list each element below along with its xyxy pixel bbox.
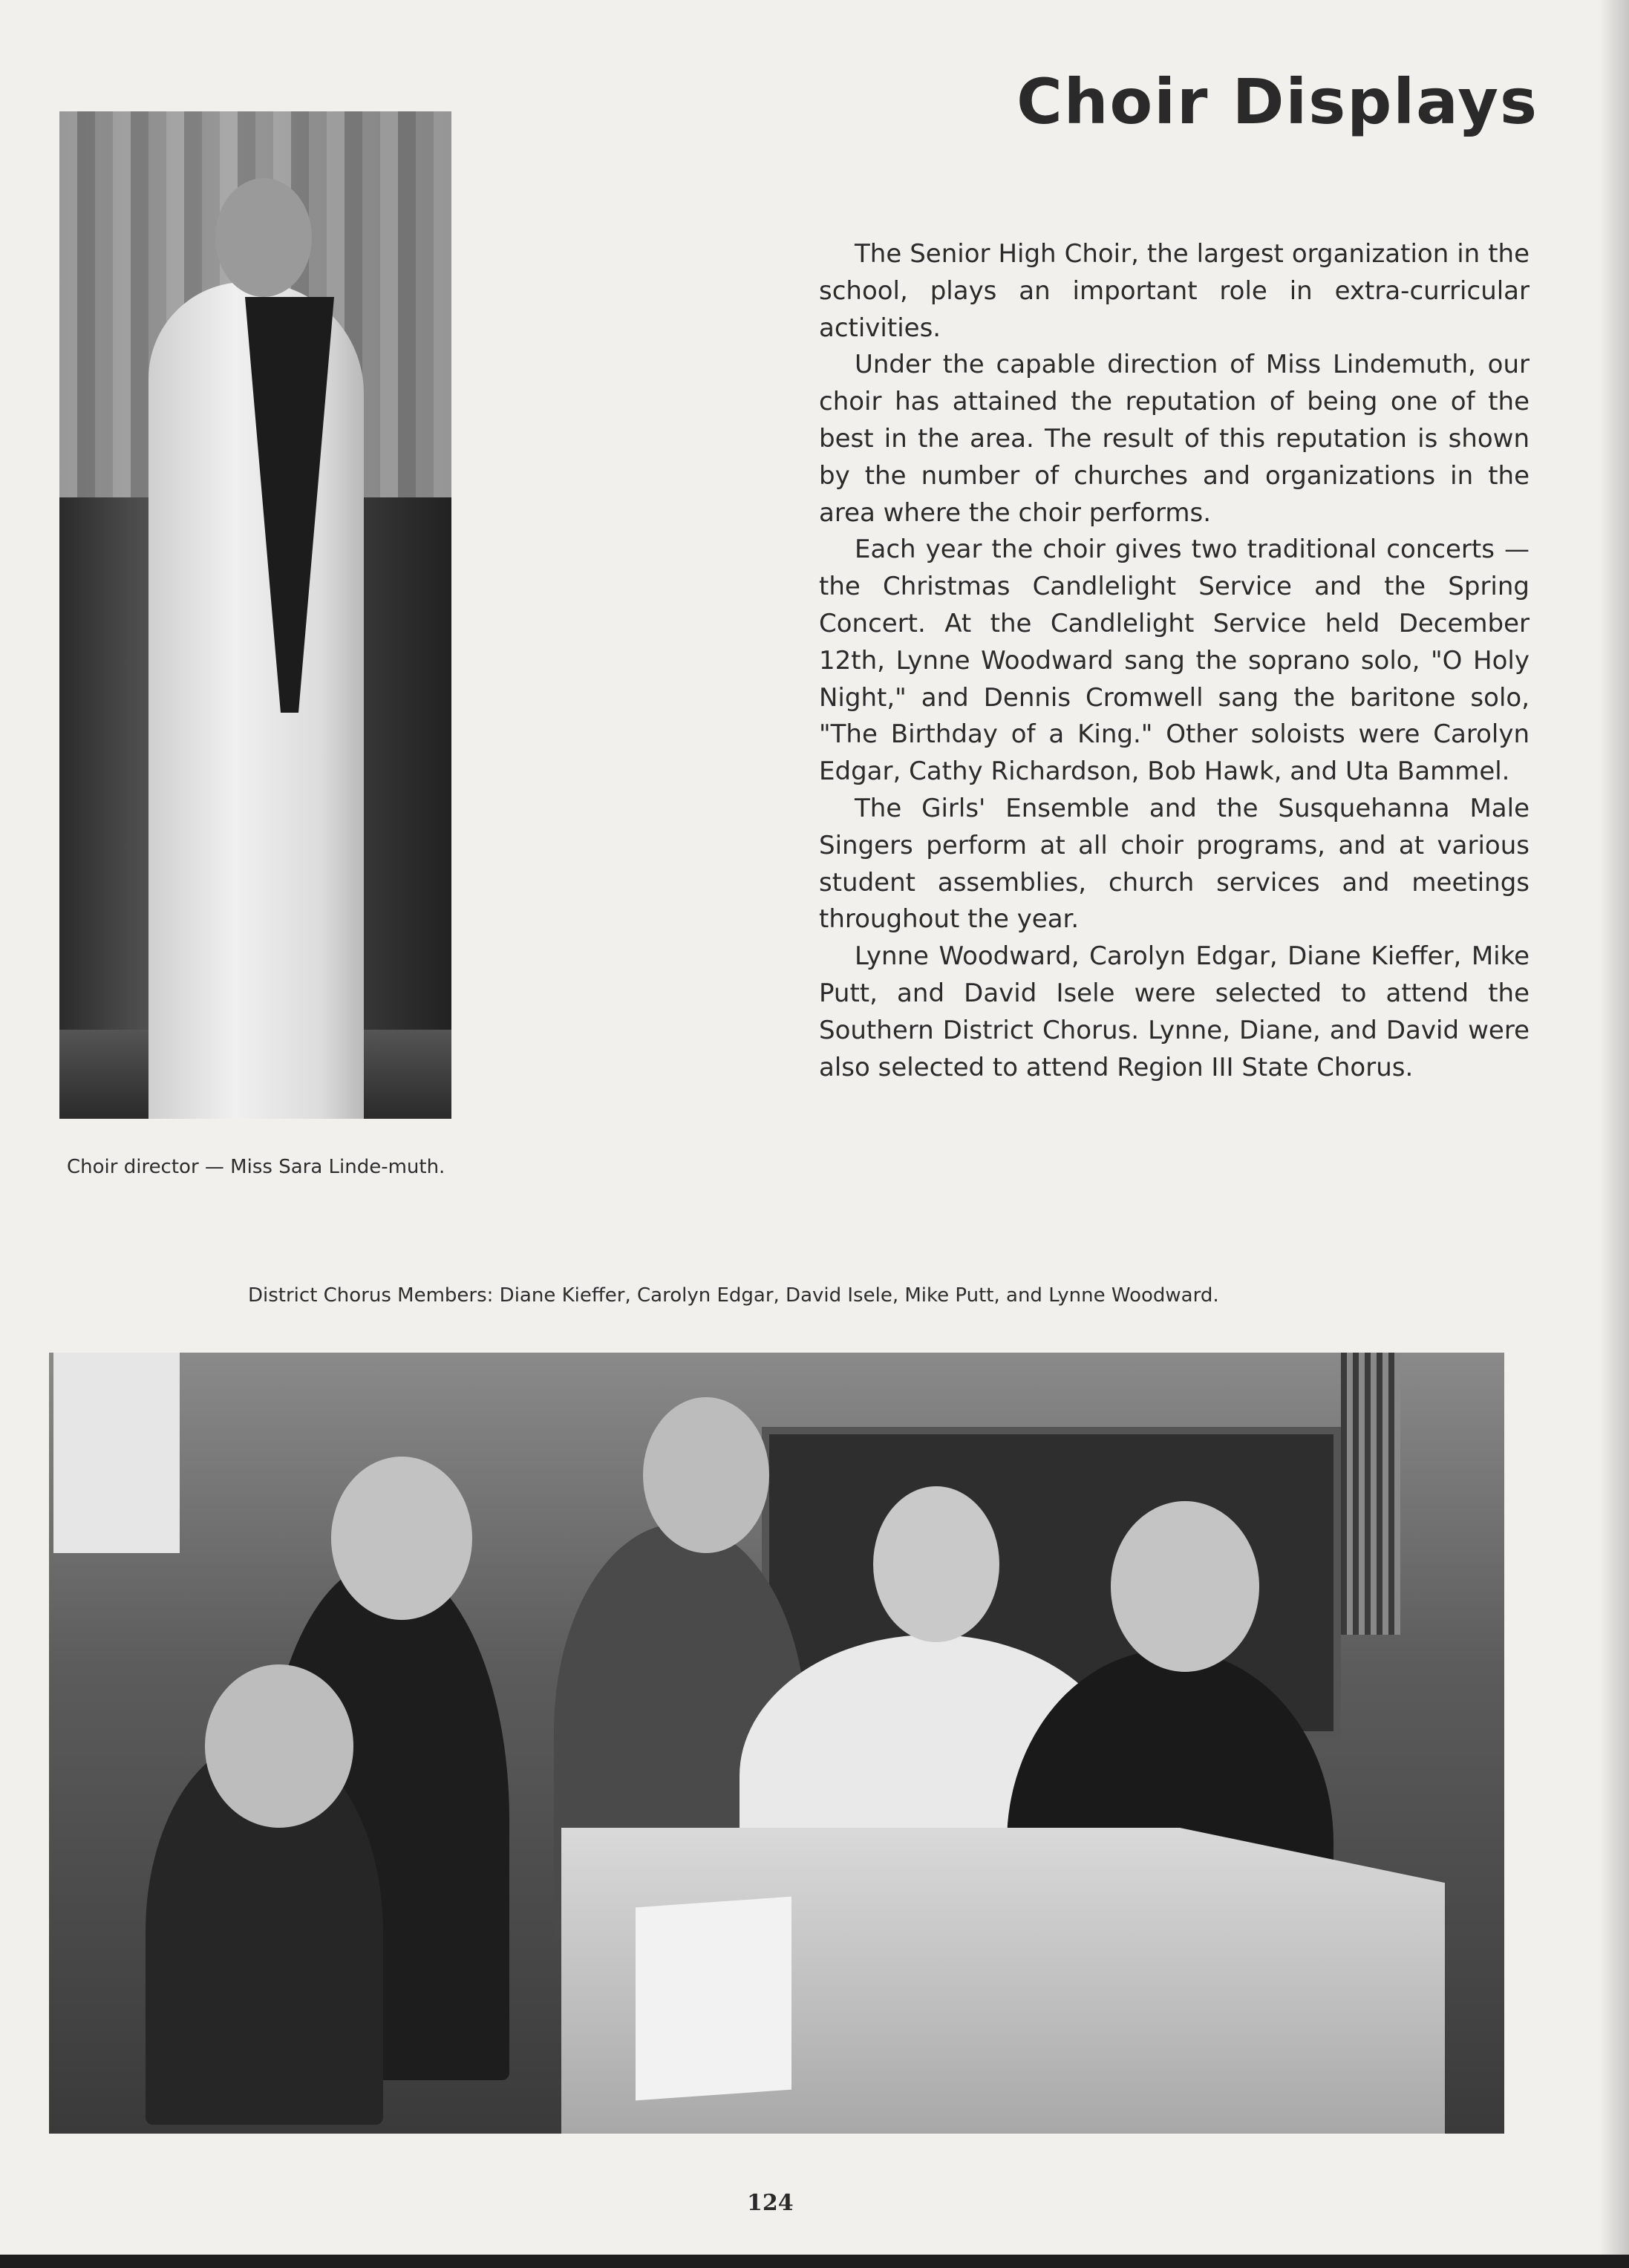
wall-calendar xyxy=(53,1353,180,1553)
paragraph-2: Under the capable direction of Miss Lindemuth, our choir has attained the reputation of being one of the best in the area. The result of this reputation is shown by the number of churches and organizations in the area where the choir performs. xyxy=(819,350,1530,528)
person-head xyxy=(643,1397,769,1553)
paragraph-1: The Senior High Choir, the largest organization in the school, plays an important role in extra-curricular activities. xyxy=(819,239,1530,343)
director-caption: Choir director — Miss Sara Linde-muth. xyxy=(67,1156,445,1178)
person-head xyxy=(873,1486,999,1642)
person-head xyxy=(205,1664,353,1828)
choir-director-photo xyxy=(59,111,451,1119)
flag xyxy=(1341,1353,1400,1635)
page-number: 124 xyxy=(747,2190,794,2216)
sheet-music xyxy=(636,1897,791,2101)
paragraph-3: Each year the choir gives two traditional concerts — the Christmas Candlelight Service and the Spring Concert. At the Candlelight Service held December 12th, Lynne Woodward sang the soprano solo, "O Holy Night," and Dennis Cromwell sang the baritone solo, "The Birthday of a King." Other soloists were Carolyn Edgar, Cathy Richardson, Bob Hawk, and Uta Bammel. xyxy=(819,535,1530,787)
chorus-caption: District Chorus Members: Diane Kieffer, Carolyn Edgar, David Isele, Mike Putt, and Lynne Woodward. xyxy=(248,1284,1219,1307)
article-body xyxy=(819,236,1530,1086)
person-head xyxy=(1111,1501,1259,1672)
paragraph-4: The Girls' Ensemble and the Susquehanna Male Singers perform at all choir programs, and at various student assemblies, church services and meetings throughout the year. xyxy=(819,793,1530,935)
page-title: Choir Displays xyxy=(1016,65,1538,138)
scan-bottom-edge xyxy=(0,2255,1629,2268)
district-chorus-photo xyxy=(49,1353,1504,2134)
director-head xyxy=(215,178,312,297)
page-edge-shadow xyxy=(1599,0,1629,2268)
person-head xyxy=(331,1457,472,1620)
paragraph-5: Lynne Woodward, Carolyn Edgar, Diane Kieffer, Mike Putt, and David Isele were selected to attend the Southern District Chorus. Lynne, Diane, and David were also selected to attend Region III State Chorus. xyxy=(819,941,1530,1082)
